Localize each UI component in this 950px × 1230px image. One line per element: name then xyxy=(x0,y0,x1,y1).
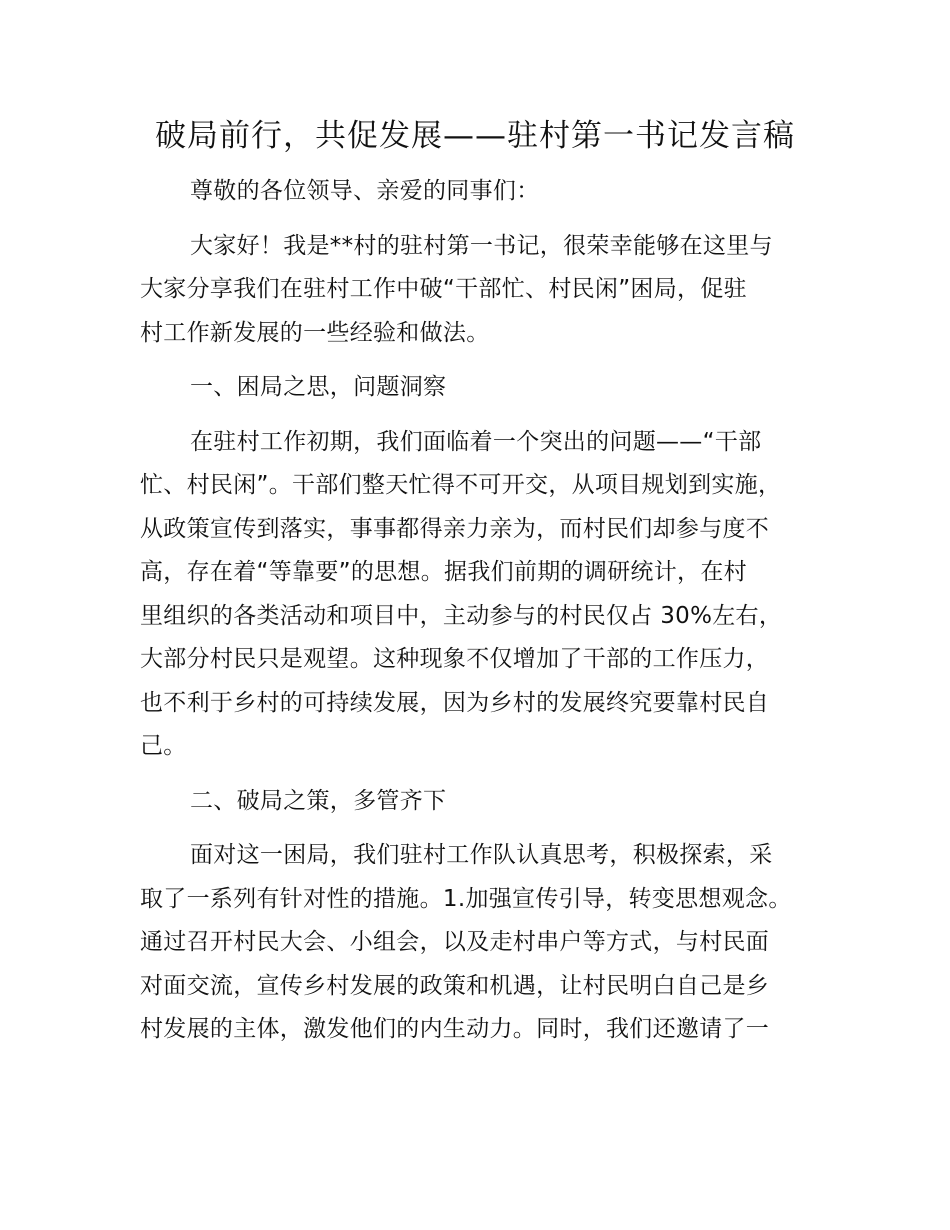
text-line: 取了一系列有针对性的措施。1.加强宣传引导，转变思想观念。 xyxy=(140,885,792,912)
intro-paragraph xyxy=(140,225,835,356)
document-body xyxy=(140,170,835,1052)
heading-line: 二、破局之策，多管齐下 xyxy=(190,787,447,814)
text-line: 己。 xyxy=(140,733,187,759)
text-line: 通过召开村民大会、小组会，以及走村串户等方式，与村民面 xyxy=(140,929,770,955)
text-line: 从政策宣传到落实，事事都得亲力亲为，而村民们却参与度不 xyxy=(140,515,770,542)
text-line: 对面交流，宣传乡村发展的政策和机遇，让村民明白自己是乡 xyxy=(140,972,770,999)
text-line: 忙、村民闲”。干部们整天忙得不可开交，从项目规划到实施， xyxy=(140,472,782,498)
salutation-paragraph xyxy=(140,170,835,214)
text-line: 大家好！我是**村的驻村第一书记，很荣幸能够在这里与 xyxy=(190,232,773,259)
text-line: 里组织的各类活动和项目中，主动参与的村民仅占 30%左右， xyxy=(140,602,783,629)
salutation-line: 尊敬的各位领导、亲爱的同事们： xyxy=(190,178,540,204)
heading-line: 一、困局之思，问题洞察 xyxy=(190,374,447,400)
section1-paragraph xyxy=(140,421,835,769)
section1-heading xyxy=(140,366,835,410)
text-line: 也不利于乡村的可持续发展，因为乡村的发展终究要靠村民自 xyxy=(140,689,770,716)
text-line: 村工作新发展的一些经验和做法。 xyxy=(140,319,490,346)
section2-paragraph xyxy=(140,834,835,1052)
text-line: 大部分村民只是观望。这种现象不仅增加了干部的工作压力， xyxy=(140,646,770,672)
text-line: 大家分享我们在驻村工作中破“干部忙、村民闲”困局，促驻 xyxy=(140,276,747,302)
text-line: 在驻村工作初期，我们面临着一个突出的问题——“干部 xyxy=(190,428,762,455)
text-line: 面对这一困局，我们驻村工作队认真思考，积极探索，采 xyxy=(190,842,773,868)
section2-heading xyxy=(140,780,835,824)
text-line: 高，存在着“等靠要”的思想。据我们前期的调研统计，在村 xyxy=(140,559,747,585)
document-title: 破局前行，共促发展——驻村第一书记发言稿 xyxy=(155,118,795,154)
text-line: 村发展的主体，激发他们的内生动力。同时，我们还邀请了一 xyxy=(140,1016,770,1042)
